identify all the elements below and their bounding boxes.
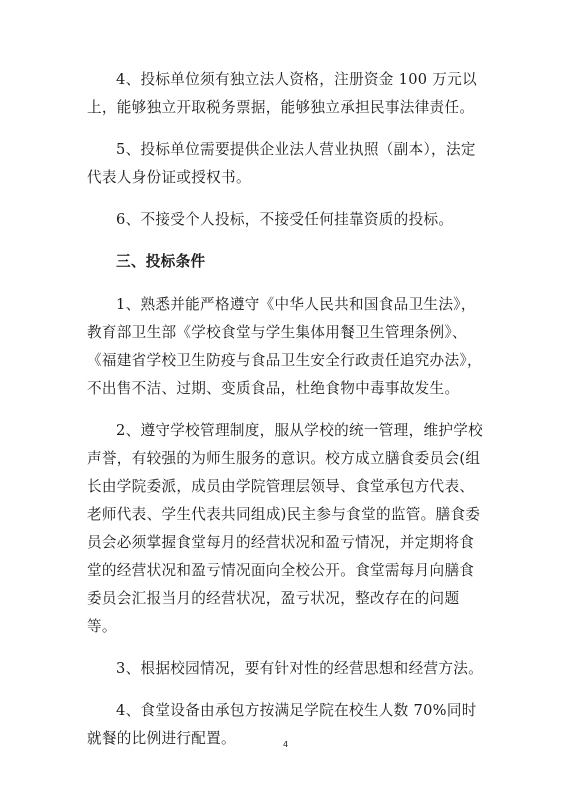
- paragraph-item-6: 6、不接受个人投标，不接受任何挂靠资质的投标。: [116, 211, 454, 228]
- paragraph-item-5: 5、投标单位需要提供企业法人营业执照（副本），法定代表人身份证或授权书。: [87, 141, 476, 186]
- condition-item-4: 4、食堂设备由承包方按满足学院在校生人数 70%同时就餐的比例进行配置。: [87, 702, 477, 747]
- page-number: 4: [282, 740, 289, 749]
- section-heading: 三、投标条件: [116, 253, 206, 270]
- paragraph-item-4: 4、投标单位须有独立法人资格，注册资金 100 万元以上，能够独立开取税务票据，能够独立承担民事法律责任。: [87, 71, 477, 116]
- condition-item-2: 2、遵守学校管理制度，服从学校的统一管理，维护学校声誉，有较强的为师生服务的意识。校方成立膳食委员会(组长由学院委派，成员由学院管理层领导、食堂承包方代表、老师代表、学生代表共同组成)民主参与食堂的监管。膳食委员会必须掌握食堂每月的经营状况和盈亏情况，并定期将食堂的经营状况和盈亏情况面向全校公开。食堂需每月向膳食委员会汇报当月的经营状况，盈亏状况，整改存在的问题等。: [87, 422, 484, 635]
- document-body: [87, 66, 487, 753]
- condition-item-3: 3、根据校园情况，要有针对性的经营思想和经营方法。: [116, 660, 484, 677]
- condition-item-1: 1、熟悉并能严格遵守《中华人民共和国食品卫生法》，教育部卫生部《学校食堂与学生集体用餐卫生管理条例》、《福建省学校卫生防疫与食品卫生安全行政责任追究办法》，不出售不洁、过期、变质食品，杜绝食物中毒事故发生。: [87, 296, 482, 397]
